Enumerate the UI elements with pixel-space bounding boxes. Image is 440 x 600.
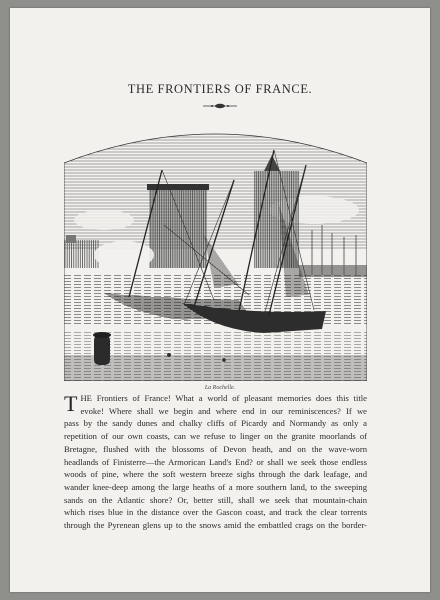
text-line: evoke! Where shall we begin and where end in our reminiscences? If we [80, 405, 367, 416]
text-line: wander knee-deep among the large heaths of a more southern land, to the sweeping [64, 481, 367, 492]
text-line: headlands of Finisterre—the Armorican Land's End? or shall we seek those endless [64, 456, 367, 467]
text-line: HE Frontiers of France! What a world of pleasant memories does this title [80, 393, 367, 403]
text-line: which rises blue in the distance over the Gascon coast, and track the clear torrents [64, 507, 367, 518]
text-line: through the Pyrenean glens up to the snows amid the embattled crags on the border- [64, 520, 367, 531]
text-line: Bretagne, flushed with the blossoms of Devon heath, and on the wave-worn [64, 443, 367, 454]
book-page [10, 8, 430, 592]
engraving-la-rochelle [64, 115, 367, 381]
page-title: THE FRONTIERS OF FRANCE. [127, 82, 313, 96]
text-line: woods of pine, where the soft western breeze sighs through the dark leafage, and [64, 469, 367, 480]
drop-cap: T [64, 391, 78, 416]
illustration-caption: La Rochelle. [204, 385, 236, 391]
text-line: repetition of our own coasts, can we refuse to linger on the granite moorlands of [64, 431, 367, 442]
ornament-divider [203, 103, 237, 109]
text-line: sands on the Atlantic shore? Or, better still, shall we seek that mountain-chain [64, 494, 367, 505]
body-paragraph [64, 392, 367, 532]
text-line: pass by the sandy dunes and chalky cliffs of Picardy and Normandy as only a [64, 418, 367, 429]
